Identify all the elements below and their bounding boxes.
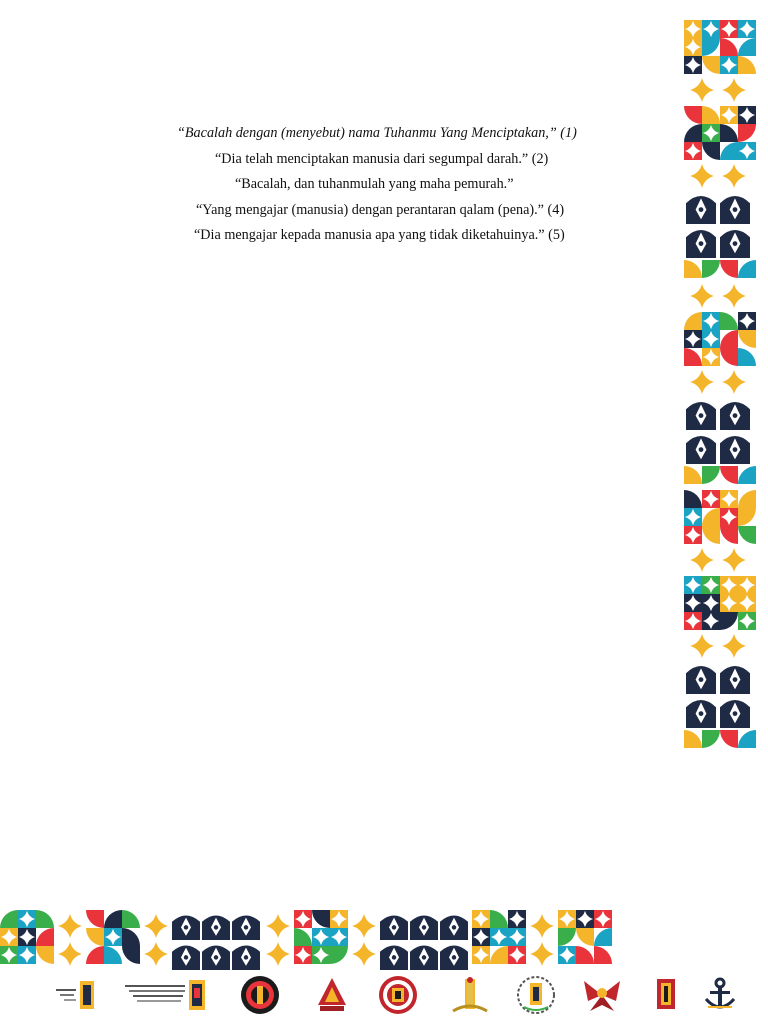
cross-tile-icon [18,946,36,964]
four-point-star-icon [722,370,746,394]
cross-tile-icon [702,20,720,38]
cross-tile-icon [720,594,738,612]
cross-tile-icon [738,312,756,330]
quarter-circle-tile-icon [720,312,738,330]
four-point-star-icon [144,914,168,938]
verse-4: “Yang mengajar (manusia) dengan perantaran qalam (pena).” (4) [196,202,565,218]
institution-logo-2 [123,975,209,1015]
cross-tile-icon [684,330,702,348]
cross-tile-icon [294,946,312,964]
cross-tile-icon [702,124,720,142]
cross-tile-icon [702,594,720,612]
four-point-star-icon [352,914,376,938]
ornament-arch-icon [440,916,468,941]
quarter-circle-tile-icon [594,928,612,946]
cross-tile-icon [330,928,348,946]
quarter-circle-tile-icon [702,730,720,748]
quarter-circle-tile-icon [684,106,702,124]
cross-tile-icon [508,928,526,946]
cross-tile-icon [576,910,594,928]
cross-tile-icon [738,594,756,612]
quarter-circle-tile-icon [122,946,140,964]
ornament-arch-icon [380,946,408,971]
cross-tile-icon [684,20,702,38]
four-point-star-icon [722,164,746,188]
cross-tile-icon [738,20,756,38]
quarter-circle-tile-icon [720,124,738,142]
quarter-circle-tile-icon [738,260,756,278]
quarter-circle-tile-icon [738,730,756,748]
cross-tile-icon [594,910,612,928]
cross-tile-icon [558,910,576,928]
institution-logo-6 [447,975,493,1015]
cross-tile-icon [720,106,738,124]
ornament-arch-icon [720,666,750,694]
cross-tile-icon [684,526,702,544]
cross-tile-icon [702,612,720,630]
cross-tile-icon [738,106,756,124]
cross-tile-icon [684,38,702,56]
four-point-star-icon [690,634,714,658]
institution-logo-1 [54,975,98,1015]
four-point-star-icon [722,284,746,308]
cross-tile-icon [472,910,490,928]
quarter-circle-tile-icon [702,38,720,56]
cross-tile-icon [702,490,720,508]
cross-tile-icon [684,56,702,74]
quarter-circle-tile-icon [684,260,702,278]
bottom-border-pattern [0,906,690,974]
four-point-star-icon [690,370,714,394]
quarter-circle-tile-icon [86,910,104,928]
quarter-circle-tile-icon [312,910,330,928]
cross-tile-icon [684,612,702,630]
quarter-circle-tile-icon [684,348,702,366]
ornament-arch-icon [410,946,438,971]
cross-tile-icon [684,508,702,526]
cross-tile-icon [472,946,490,964]
ornament-arch-icon [686,700,716,728]
cross-tile-icon [294,910,312,928]
ornament-arch-icon [202,946,230,971]
quarter-circle-tile-icon [558,928,576,946]
quarter-circle-tile-icon [122,910,140,928]
quarter-circle-tile-icon [702,142,720,160]
cross-tile-icon [720,576,738,594]
cross-tile-icon [702,312,720,330]
cross-tile-icon [312,946,330,964]
quarter-circle-tile-icon [720,466,738,484]
ornament-arch-icon [686,402,716,430]
verse-2: “Dia telah menciptakan manusia dari segumpal darah.” (2) [215,151,549,167]
cross-tile-icon [508,946,526,964]
cross-tile-icon [684,594,702,612]
quarter-circle-tile-icon [684,730,702,748]
quarter-circle-tile-icon [720,330,738,348]
ornament-arch-icon [720,700,750,728]
quarter-circle-tile-icon [720,348,738,366]
institution-logo-10 [700,975,740,1015]
institution-logo-9 [654,975,678,1015]
ornament-arch-icon [172,916,200,941]
four-point-star-icon [144,942,168,966]
cross-tile-icon [720,508,738,526]
quarter-circle-tile-icon [104,910,122,928]
cross-tile-icon [738,576,756,594]
ornament-arch-icon [232,946,260,971]
quarter-circle-tile-icon [738,508,756,526]
ornament-arch-icon [720,196,750,224]
quarter-circle-tile-icon [684,124,702,142]
cross-tile-icon [558,946,576,964]
quarter-circle-tile-icon [36,910,54,928]
quarter-circle-tile-icon [738,38,756,56]
right-border-pattern [684,20,756,972]
verse-1: “Bacalah dengan (menyebut) nama Tuhanmu Yang Menciptakan,” (1) [177,125,577,141]
cross-tile-icon [702,348,720,366]
quarter-circle-tile-icon [720,730,738,748]
cross-tile-icon [472,928,490,946]
quarter-circle-tile-icon [36,928,54,946]
four-point-star-icon [266,942,290,966]
ornament-arch-icon [232,916,260,941]
cross-tile-icon [18,910,36,928]
quarter-circle-tile-icon [684,312,702,330]
quarter-circle-tile-icon [104,946,122,964]
cross-tile-icon [720,20,738,38]
cross-tile-icon [720,490,738,508]
quarter-circle-tile-icon [720,38,738,56]
quarter-circle-tile-icon [720,142,738,160]
quarter-circle-tile-icon [702,466,720,484]
verse-3: “Bacalah, dan tuhanmulah yang maha pemurah.” [235,176,514,192]
cross-tile-icon [702,330,720,348]
quarter-circle-tile-icon [702,260,720,278]
right-decorative-border [684,20,756,972]
quarter-circle-tile-icon [738,56,756,74]
cross-tile-icon [18,928,36,946]
ornament-arch-icon [686,230,716,258]
quarter-circle-tile-icon [702,56,720,74]
quarter-circle-tile-icon [330,946,348,964]
ornament-arch-icon [686,436,716,464]
ornament-arch-icon [440,946,468,971]
cross-tile-icon [738,612,756,630]
cross-tile-icon [738,142,756,160]
ornament-arch-icon [720,230,750,258]
bottom-decorative-border [0,906,690,974]
quarter-circle-tile-icon [684,466,702,484]
institution-logo-5 [377,975,419,1015]
quarter-circle-tile-icon [702,106,720,124]
four-point-star-icon [690,78,714,102]
four-point-star-icon [58,914,82,938]
quarter-circle-tile-icon [720,526,738,544]
quarter-circle-tile-icon [594,946,612,964]
four-point-star-icon [530,942,554,966]
four-point-star-icon [690,164,714,188]
quarter-circle-tile-icon [738,330,756,348]
four-point-star-icon [690,548,714,572]
four-point-star-icon [722,78,746,102]
quarter-circle-tile-icon [36,946,54,964]
cross-tile-icon [684,142,702,160]
four-point-star-icon [352,942,376,966]
four-point-star-icon [530,914,554,938]
four-point-star-icon [722,548,746,572]
quarter-circle-tile-icon [86,946,104,964]
quarter-circle-tile-icon [738,526,756,544]
quarter-circle-tile-icon [86,928,104,946]
cross-tile-icon [0,928,18,946]
cross-tile-icon [720,56,738,74]
quarter-circle-tile-icon [0,910,18,928]
quarter-circle-tile-icon [702,508,720,526]
ornament-arch-icon [720,402,750,430]
institution-logo-4 [312,975,352,1015]
cross-tile-icon [330,910,348,928]
quarter-circle-tile-icon [490,910,508,928]
institution-logo-7 [514,975,558,1015]
quarter-circle-tile-icon [720,260,738,278]
ornament-arch-icon [720,436,750,464]
cross-tile-icon [702,576,720,594]
quarter-circle-tile-icon [294,928,312,946]
institution-logo-8 [580,975,624,1015]
quarter-circle-tile-icon [576,928,594,946]
cross-tile-icon [312,928,330,946]
four-point-star-icon [58,942,82,966]
cross-tile-icon [508,910,526,928]
cross-tile-icon [684,576,702,594]
quarter-circle-tile-icon [684,490,702,508]
quarter-circle-tile-icon [576,946,594,964]
cross-tile-icon [0,946,18,964]
quarter-circle-tile-icon [122,928,140,946]
institution-logo-3 [239,975,281,1015]
ornament-arch-icon [380,916,408,941]
quarter-circle-tile-icon [738,466,756,484]
four-point-star-icon [690,284,714,308]
ornament-arch-icon [686,666,716,694]
cross-tile-icon [104,928,122,946]
verse-5: “Dia mengajar kepada manusia apa yang tidak diketahuinya.” (5) [194,227,565,243]
quarter-circle-tile-icon [490,946,508,964]
quarter-circle-tile-icon [738,348,756,366]
ornament-arch-icon [410,916,438,941]
footer-logo-strip [0,975,768,1020]
four-point-star-icon [266,914,290,938]
cross-tile-icon [490,928,508,946]
ornament-arch-icon [172,946,200,971]
ornament-arch-icon [202,916,230,941]
four-point-star-icon [722,634,746,658]
ornament-arch-icon [686,196,716,224]
quarter-circle-tile-icon [738,124,756,142]
quarter-circle-tile-icon [702,526,720,544]
quarter-circle-tile-icon [738,490,756,508]
quarter-circle-tile-icon [720,612,738,630]
